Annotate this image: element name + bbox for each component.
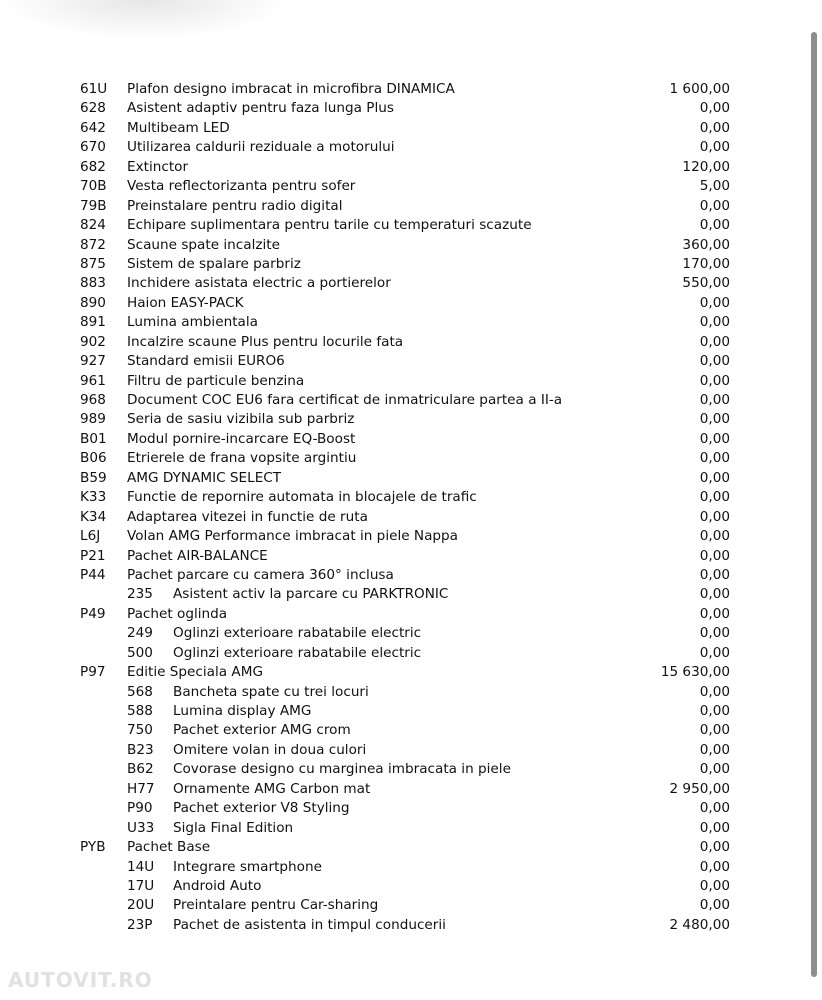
- option-price: 360,00: [682, 236, 730, 253]
- option-code: 14U: [127, 858, 155, 875]
- option-code: 588: [127, 703, 153, 719]
- option-price: 0,00: [699, 139, 730, 156]
- option-subitem-row: [80, 721, 732, 740]
- option-description: Omitere volan in doua culori: [173, 741, 367, 758]
- option-price: 0,00: [699, 411, 730, 428]
- option-code: 61U: [80, 81, 108, 97]
- option-code: 682: [80, 158, 106, 175]
- option-price: 0,00: [699, 741, 730, 758]
- option-subitem-row: [80, 760, 732, 779]
- option-code: 872: [80, 236, 106, 253]
- option-subitem-row: [80, 585, 732, 604]
- option-row: [80, 391, 732, 410]
- option-code: 968: [80, 392, 106, 408]
- option-price: 0,00: [699, 800, 730, 817]
- option-code: K33: [80, 489, 107, 506]
- option-price: 0,00: [699, 119, 730, 136]
- option-row: [80, 508, 732, 527]
- option-code: H77: [127, 780, 155, 797]
- option-price: 0,00: [699, 644, 730, 661]
- option-code: B59: [80, 469, 107, 486]
- option-subitem-row: [80, 858, 732, 877]
- option-code: 891: [80, 314, 106, 331]
- option-description: Oglinzi exterioare rabatabile electric: [173, 644, 422, 661]
- option-subitem-row: [80, 916, 732, 935]
- option-code: U33: [127, 819, 155, 836]
- option-price: 0,00: [699, 761, 730, 778]
- option-description: Document COC EU6 fara certificat de inmatriculare partea a II-a: [127, 392, 563, 408]
- option-price: 5,00: [699, 178, 730, 195]
- option-description: Scaune spate incalzite: [127, 236, 280, 253]
- option-row: [80, 663, 732, 682]
- option-row: [80, 138, 732, 157]
- option-description: Pachet exterior AMG crom: [173, 722, 351, 739]
- option-row: [80, 255, 732, 274]
- option-price: 0,00: [699, 625, 730, 642]
- option-row: [80, 469, 732, 488]
- option-price: 0,00: [699, 858, 730, 875]
- option-code: B62: [127, 761, 154, 778]
- option-description: Volan AMG Performance imbracat in piele Nappa: [127, 528, 459, 545]
- option-row: [80, 216, 732, 235]
- option-row: [80, 527, 732, 546]
- option-row: [80, 313, 732, 332]
- option-price: 0,00: [699, 683, 730, 700]
- option-price: 0,00: [699, 197, 730, 214]
- option-code: L6J: [80, 528, 101, 545]
- option-description: Adaptarea vitezei in functie de ruta: [127, 508, 368, 525]
- option-subitem-row: [80, 741, 732, 760]
- option-code: P21: [80, 547, 106, 564]
- option-code: 890: [80, 294, 106, 311]
- option-code: 17U: [127, 877, 155, 894]
- option-code: B06: [80, 450, 107, 467]
- option-price: 550,00: [682, 275, 730, 292]
- option-price: 0,00: [699, 314, 730, 331]
- option-description: Haion EASY-PACK: [127, 294, 244, 311]
- option-price: 0,00: [699, 586, 730, 603]
- option-row: [80, 566, 732, 585]
- option-code: 79B: [80, 197, 107, 214]
- option-code: 883: [80, 275, 106, 292]
- option-description: Pachet Base: [127, 839, 211, 856]
- option-row: [80, 99, 732, 118]
- option-description: Standard emisii EURO6: [127, 353, 285, 370]
- option-subitem-row: [80, 780, 732, 799]
- option-price: 0,00: [699, 353, 730, 370]
- option-description: Editie Speciala AMG: [127, 664, 263, 681]
- option-description: Asistent adaptiv pentru faza lunga Plus: [127, 100, 394, 117]
- option-code: 628: [80, 100, 106, 117]
- option-row: [80, 80, 732, 99]
- option-price: 0,00: [699, 450, 730, 467]
- option-description: Sigla Final Edition: [173, 819, 294, 836]
- option-row: [80, 352, 732, 371]
- option-code: 642: [80, 119, 106, 136]
- option-description: Oglinzi exterioare rabatabile electric: [173, 625, 422, 642]
- option-row: [80, 430, 732, 449]
- option-row: [80, 605, 732, 624]
- option-description: Lumina display AMG: [173, 703, 312, 719]
- option-price: 0,00: [699, 877, 730, 894]
- option-row: [80, 158, 732, 177]
- option-subitem-row: [80, 644, 732, 663]
- option-subitem-row: [80, 702, 732, 721]
- option-price: 0,00: [699, 469, 730, 486]
- option-code: 235: [127, 586, 153, 603]
- option-row: [80, 410, 732, 429]
- option-description: Echipare suplimentara pentru tarile cu temperaturi scazute: [127, 217, 532, 234]
- option-row: [80, 372, 732, 391]
- option-description: Plafon designo imbracat in microfibra DINAMICA: [127, 81, 455, 97]
- option-code: 20U: [127, 897, 155, 914]
- option-code: 750: [127, 722, 153, 739]
- option-subitem-row: [80, 819, 732, 838]
- option-row: [80, 333, 732, 352]
- option-row: [80, 197, 732, 216]
- option-price: 0,00: [699, 547, 730, 564]
- watermark: AUTOVIT.RO: [8, 968, 153, 992]
- option-row: [80, 294, 732, 313]
- option-row: [80, 449, 732, 468]
- option-description: Covorase designo cu marginea imbracata in piele: [173, 761, 511, 778]
- option-description: Multibeam LED: [127, 119, 230, 136]
- option-price: 0,00: [699, 819, 730, 836]
- option-description: Lumina ambientala: [127, 314, 258, 331]
- option-price: 2 480,00: [669, 916, 730, 933]
- option-description: Inchidere asistata electric a portierelor: [127, 275, 391, 292]
- option-code: 902: [80, 333, 106, 350]
- option-description: Preinstalare pentru radio digital: [127, 197, 343, 214]
- option-price: 0,00: [699, 528, 730, 545]
- option-code: 824: [80, 217, 106, 234]
- option-price: 0,00: [699, 508, 730, 525]
- option-price: 1 600,00: [669, 81, 730, 97]
- option-description: Modul pornire-incarcare EQ-Boost: [127, 430, 356, 447]
- option-description: Utilizarea caldurii reziduale a motorului: [127, 139, 395, 156]
- option-description: Extinctor: [127, 158, 189, 175]
- option-price: 0,00: [699, 294, 730, 311]
- option-row: [80, 236, 732, 255]
- option-price: 0,00: [699, 333, 730, 350]
- option-description: Bancheta spate cu trei locuri: [173, 683, 369, 700]
- option-code: 670: [80, 139, 106, 156]
- option-price: 0,00: [699, 605, 730, 622]
- option-description: Incalzire scaune Plus pentru locurile fata: [127, 333, 404, 350]
- option-price: 0,00: [699, 703, 730, 719]
- option-description: Integrare smartphone: [173, 858, 322, 875]
- top-shadow: [0, 0, 290, 40]
- option-code: B23: [127, 741, 154, 758]
- option-row: [80, 177, 732, 196]
- option-code: P44: [80, 566, 106, 583]
- option-row: [80, 274, 732, 293]
- option-code: B01: [80, 430, 107, 447]
- option-code: 989: [80, 411, 106, 428]
- option-price: 0,00: [699, 392, 730, 408]
- option-description: Preintalare pentru Car-sharing: [173, 897, 379, 914]
- option-code: 23P: [127, 916, 153, 933]
- option-row: [80, 547, 732, 566]
- option-code: 961: [80, 372, 106, 389]
- option-code: 875: [80, 255, 106, 272]
- option-subitem-row: [80, 896, 732, 915]
- option-code: P90: [127, 800, 153, 817]
- option-code: 927: [80, 353, 106, 370]
- option-price: 0,00: [699, 430, 730, 447]
- option-code: PYB: [80, 839, 106, 856]
- option-price: 0,00: [699, 566, 730, 583]
- option-price: 0,00: [699, 489, 730, 506]
- option-price: 0,00: [699, 217, 730, 234]
- option-description: Ornamente AMG Carbon mat: [173, 780, 371, 797]
- option-price: 15 630,00: [660, 664, 730, 681]
- option-price: 0,00: [699, 839, 730, 856]
- option-description: Sistem de spalare parbriz: [127, 255, 301, 272]
- option-subitem-row: [80, 877, 732, 896]
- option-code: 568: [127, 683, 153, 700]
- option-code: 500: [127, 644, 153, 661]
- option-subitem-row: [80, 683, 732, 702]
- option-description: Functie de repornire automata in blocajele de trafic: [127, 489, 477, 506]
- option-description: Pachet exterior V8 Styling: [173, 800, 350, 817]
- option-subitem-row: [80, 799, 732, 818]
- option-row: [80, 488, 732, 507]
- option-price: 0,00: [699, 722, 730, 739]
- option-price: 0,00: [699, 372, 730, 389]
- option-description: AMG DYNAMIC SELECT: [127, 469, 282, 486]
- option-price: 2 950,00: [669, 780, 730, 797]
- scrollbar-thumb[interactable]: [811, 32, 817, 977]
- options-list: [80, 80, 732, 935]
- option-code: 249: [127, 625, 153, 642]
- option-row: [80, 838, 732, 857]
- option-price: 120,00: [682, 158, 730, 175]
- option-subitem-row: [80, 624, 732, 643]
- scrollbar[interactable]: [809, 32, 819, 982]
- option-code: P97: [80, 664, 106, 681]
- option-price: 0,00: [699, 100, 730, 117]
- option-description: Pachet AIR-BALANCE: [127, 547, 268, 564]
- option-code: 70B: [80, 178, 107, 195]
- option-description: Pachet oglinda: [127, 605, 228, 622]
- option-description: Asistent activ la parcare cu PARKTRONIC: [173, 586, 449, 603]
- option-description: Pachet de asistenta in timpul conducerii: [173, 916, 446, 933]
- option-description: Filtru de particule benzina: [127, 372, 305, 389]
- option-row: [80, 119, 732, 138]
- option-description: Android Auto: [173, 877, 262, 894]
- option-code: P49: [80, 605, 106, 622]
- option-description: Etrierele de frana vopsite argintiu: [127, 450, 357, 467]
- option-price: 0,00: [699, 897, 730, 914]
- option-price: 170,00: [682, 255, 730, 272]
- option-description: Vesta reflectorizanta pentru sofer: [127, 178, 356, 195]
- option-description: Pachet parcare cu camera 360° inclusa: [127, 566, 394, 583]
- option-code: K34: [80, 508, 107, 525]
- option-description: Seria de sasiu vizibila sub parbriz: [127, 411, 355, 428]
